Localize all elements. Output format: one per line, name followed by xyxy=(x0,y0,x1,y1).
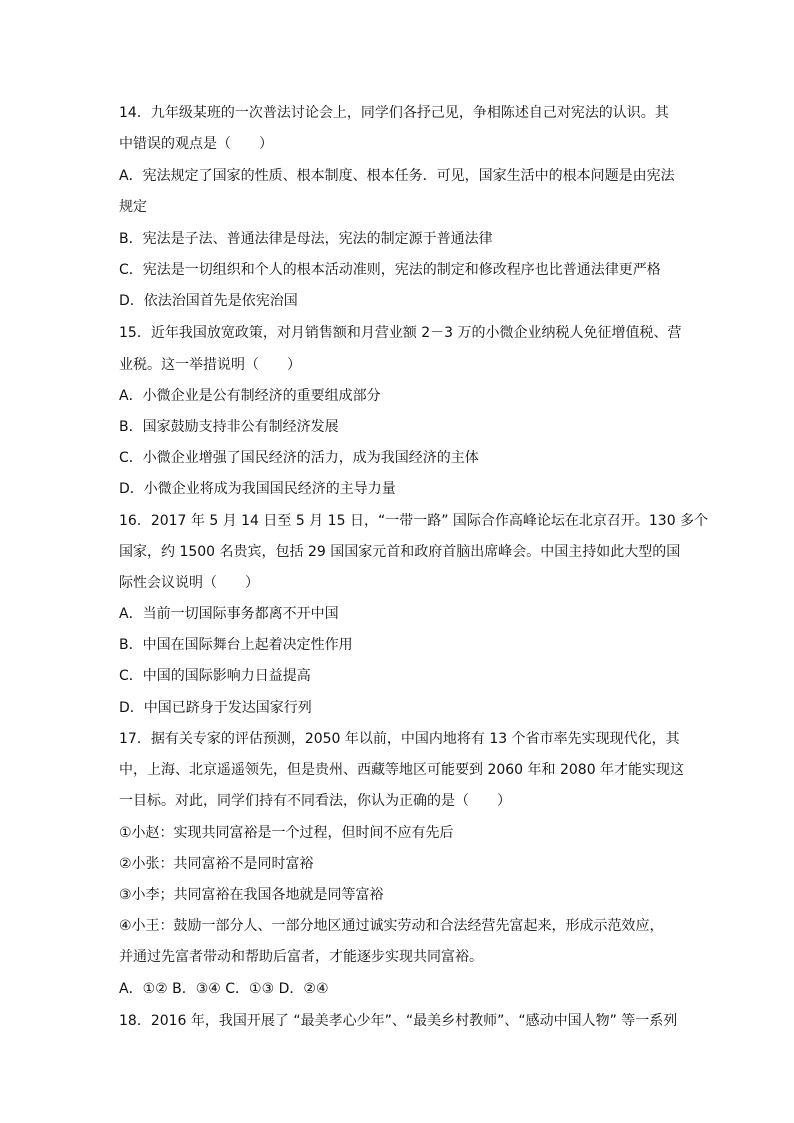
question-stem-line: 业税。这一举措说明（ ） xyxy=(119,357,301,373)
question-stem-line: 国家，约 1500 名贵宾，包括 29 国国家元首和政府首脑出席峰会。中国主持如此大型的国 xyxy=(119,544,681,560)
question-stem-line: 16．2017 年 5 月 14 日至 5 月 15 日，“一带一路” 国际合作高峰论坛在北京召开。130 多个 xyxy=(119,513,709,529)
question-stem-line: 17．据有关专家的评估预测，2050 年以前，中国内地将有 13 个省市率先实现现代化，其 xyxy=(119,731,680,747)
option-line: B．中国在国际舞台上起着决定性作用 xyxy=(119,637,353,653)
option-line: D．中国已跻身于发达国家行列 xyxy=(119,700,312,716)
statement-line: ②小张：共同富裕不是同时富裕 xyxy=(119,856,314,872)
question-stem-line: 18．2016 年，我国开展了 “最美孝心少年”、“最美乡村教师”、“感动中国人物” 等一系列 xyxy=(119,1013,678,1029)
option-line: A．当前一切国际事务都离不开中国 xyxy=(119,606,339,622)
question-stem-line: 际性会议说明（ ） xyxy=(119,575,259,591)
question-stem-line: 一目标。对此，同学们持有不同看法，你认为正确的是（ ） xyxy=(119,793,511,809)
question-stem-line: 15．近年我国放宽政策，对月销售额和月营业额 2－3 万的小微企业纳税人免征增值税、营 xyxy=(119,325,682,341)
option-line: B．宪法是子法、普通法律是母法，宪法的制定源于普通法律 xyxy=(119,231,493,247)
question-stem-line: 14．九年级某班的一次普法讨论会上，同学们各抒己见，争相陈述自己对宪法的认识。其 xyxy=(119,105,669,121)
statement-line: ①小赵：实现共同富裕是一个过程，但时间不应有先后 xyxy=(119,825,454,841)
option-line: C．小微企业增强了国民经济的活力，成为我国经济的主体 xyxy=(119,450,479,466)
question-stem-line: 中，上海、北京遥遥领先，但是贵州、西藏等地区可能要到 2060 年和 2080 年才能实现这 xyxy=(119,762,685,778)
option-line: 规定 xyxy=(119,199,147,215)
option-line: C．中国的国际影响力日益提高 xyxy=(119,668,311,684)
statement-line: ④小王：鼓励一部分人、一部分地区通过诚实劳动和合法经营先富起来，形成示范效应， xyxy=(119,918,664,934)
option-line: C．宪法是一切组织和个人的根本活动准则，宪法的制定和修改程序也比普通法律更严格 xyxy=(119,262,661,278)
option-line: A．①② B．③④ C．①③ D．②④ xyxy=(119,981,329,997)
option-line: B．国家鼓励支持非公有制经济发展 xyxy=(119,419,339,435)
option-line: A．小微企业是公有制经济的重要组成部分 xyxy=(119,388,381,404)
question-stem-line: 中错误的观点是（ ） xyxy=(119,136,273,152)
statement-line: ③小李；共同富裕在我国各地就是同等富裕 xyxy=(119,887,384,903)
option-line: D．依法治国首先是依宪治国 xyxy=(119,293,298,309)
option-line: D．小微企业将成为我国国民经济的主导力量 xyxy=(119,481,396,497)
option-line: A．宪法规定了国家的性质、根本制度、根本任务．可见，国家生活中的根本问题是由宪法 xyxy=(119,168,675,184)
statement-line: 并通过先富者带动和帮助后富者，才能逐步实现共同富裕。 xyxy=(119,949,483,965)
